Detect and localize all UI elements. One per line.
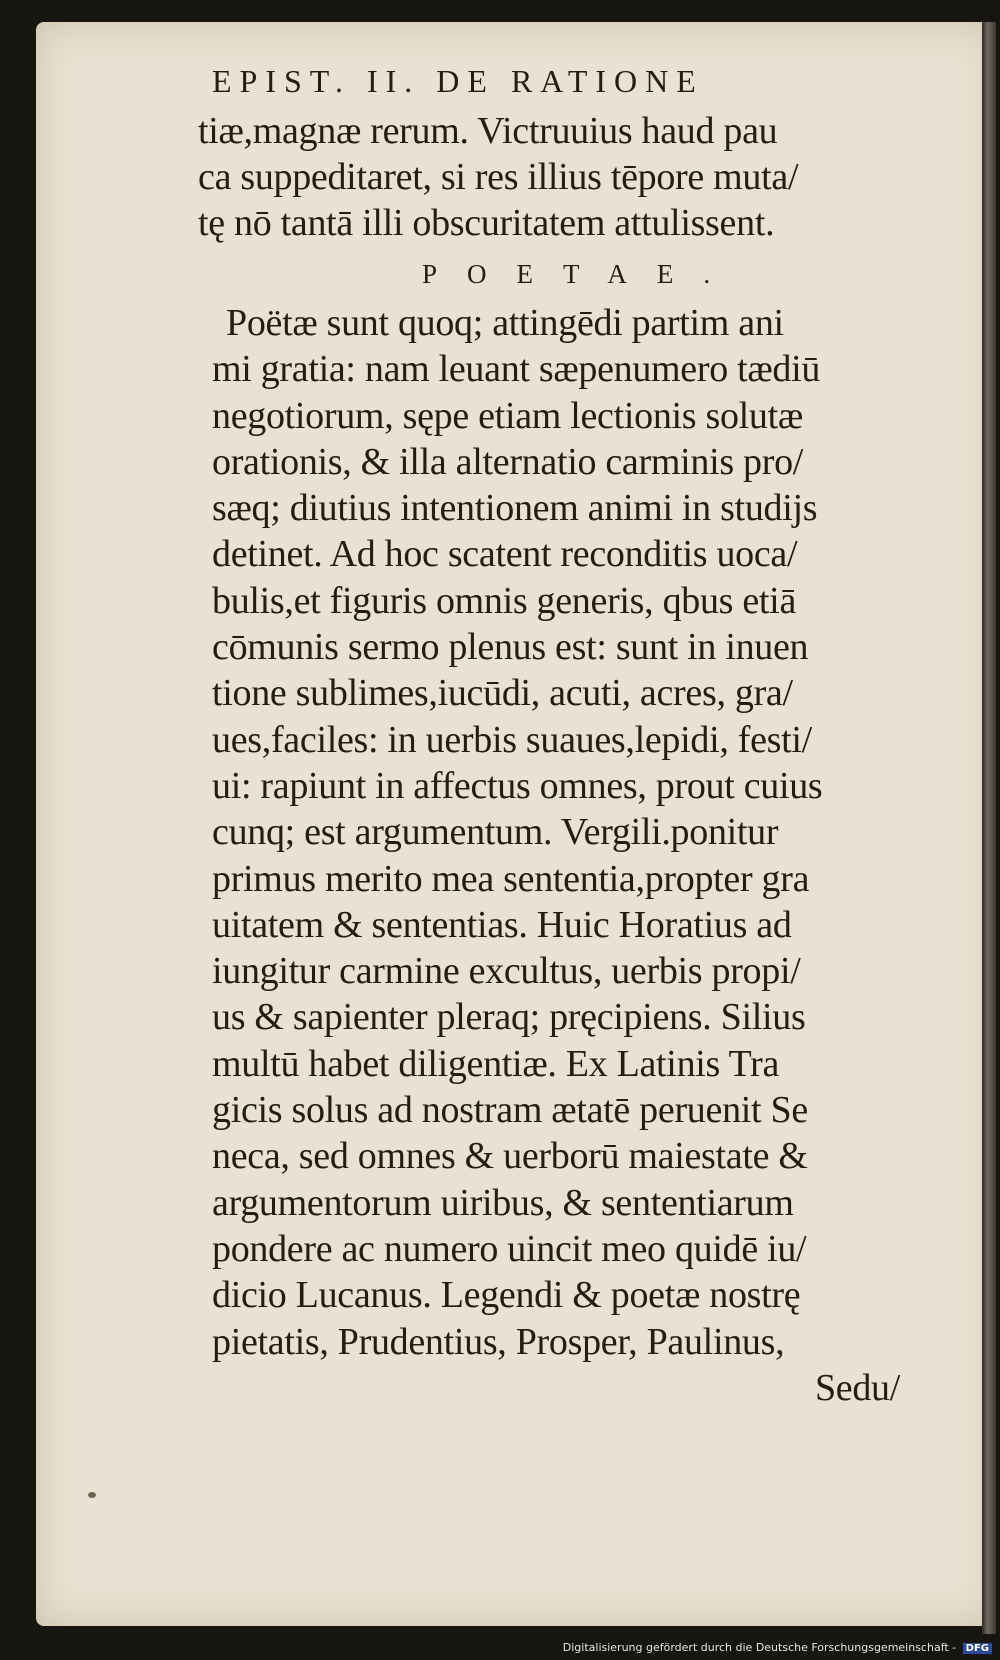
lines-after-heading: [212, 300, 902, 1411]
text-line: gicis solus ad nostram ætatē peruenit Se: [212, 1089, 808, 1132]
text-line: cunq; est argumentum. Vergili.ponitur: [212, 811, 779, 854]
text-line: neca, sed omnes & uerborū maiestate &: [212, 1135, 808, 1178]
text-line: tę nō tantā illi obscuritatem attulissent.: [198, 202, 775, 244]
credit-text: Digitalisierung gefördert durch die Deutsche Forschungsgemeinschaft -: [562, 1641, 957, 1654]
text-line: argumentorum uiribus, & sententiarum: [212, 1181, 794, 1224]
lines-before-heading: [198, 108, 902, 246]
ink-spot: [88, 1492, 96, 1498]
dfg-logo: DFG: [963, 1643, 992, 1654]
text-line: pondere ac numero uincit meo quidē iu/: [212, 1227, 807, 1270]
text-line: sæq; diutius intentionem animi in studijs: [212, 487, 818, 530]
text-line: tione sublimes,iucūdi, acuti, acres, gra/: [212, 672, 793, 715]
text-line: iungitur carmine excultus, uerbis propi/: [212, 950, 801, 993]
text-line: detinet. Ad hoc scatent reconditis uoca/: [212, 533, 798, 576]
text-line: negotiorum, sępe etiam lectionis solutæ: [212, 394, 803, 437]
text-line: ui: rapiunt in affectus omnes, prout cuius: [212, 764, 823, 807]
text-line: orationis, & illa alternatio carminis pro/: [212, 440, 804, 483]
section-heading: POETAE.: [422, 259, 741, 289]
page-edge: [982, 22, 996, 1634]
text-line: uitatem & sententias. Huic Horatius ad: [212, 903, 792, 946]
text-line: ues,faciles: in uerbis suaues,lepidi, festi/: [212, 718, 812, 761]
text-block: [198, 60, 902, 1411]
text-line: multū habet diligentiæ. Ex Latinis Tra: [212, 1042, 780, 1085]
text-line: bulis,et figuris omnis generis, qbus etiā: [212, 579, 797, 622]
catchword: Sedu/: [814, 1366, 900, 1409]
text-line: us & sapienter pleraq; pręcipiens. Silius: [212, 996, 806, 1039]
text-line: ca suppeditaret, si res illius tēpore muta/: [198, 156, 799, 198]
text-line: primus merito mea sententia,propter gra: [212, 857, 810, 900]
text-line: mi gratia: nam leuant sæpenumero tædiū: [212, 348, 821, 391]
text-line: tiæ,magnæ rerum. Victruuius haud pau: [198, 110, 778, 152]
text-line: Poëtæ sunt quoq; attingēdi partim ani: [226, 302, 784, 344]
running-head: EPIST. II. DE RATIONE: [212, 63, 704, 99]
text-line: pietatis, Prudentius, Prosper, Paulinus,: [212, 1320, 785, 1363]
digitization-credit: [563, 1641, 992, 1654]
text-line: dicio Lucanus. Legendi & poetæ nostrę: [212, 1274, 801, 1317]
text-line: cōmunis sermo plenus est: sunt in inuen: [212, 626, 809, 669]
